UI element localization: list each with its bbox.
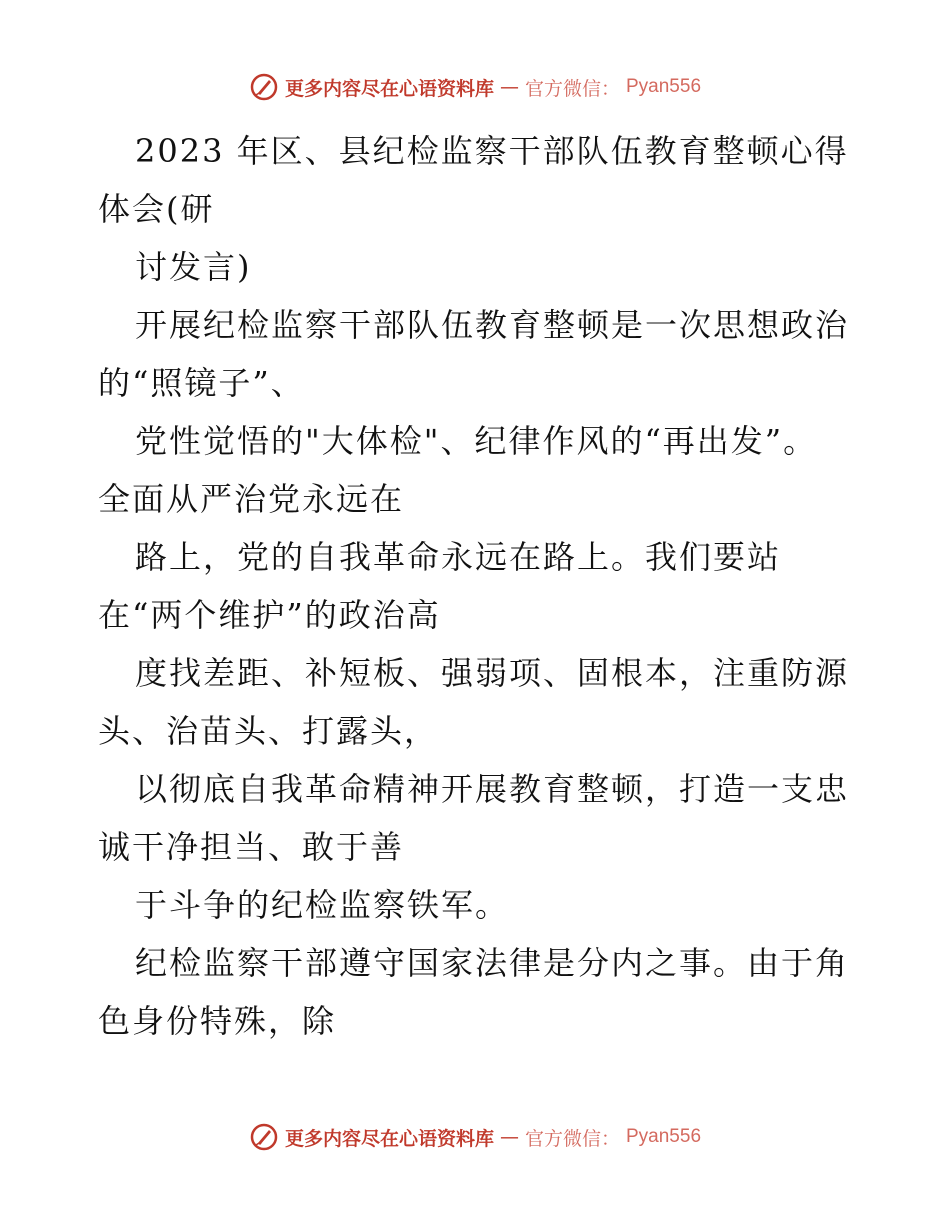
paragraph-line: 色身份特殊，除: [98, 1002, 337, 1040]
document-body: [98, 122, 858, 1050]
paragraph-line: 头、治苗头、打露头，: [98, 712, 439, 750]
watermark-wechat-id: Pyan556: [626, 76, 702, 97]
paragraph-line: 开展纪检监察干部队伍教育整顿是一次思想政治: [135, 306, 850, 344]
paragraph-line: 路上，党的自我革命永远在路上。我们要站: [135, 538, 782, 576]
paragraph-line: 纪检监察干部遵守国家法律是分内之事。由于角: [135, 944, 850, 982]
paragraph-line: 党性觉悟的"大体检"、纪律作风的“再出发”。: [135, 422, 818, 460]
quill-seal-icon: [249, 72, 279, 102]
paragraph-line: 诚干净担当、敢于善: [98, 828, 405, 866]
header-watermark: [0, 72, 950, 102]
title-line-3: 讨发言): [135, 248, 252, 286]
title-line-1: 2023 年区、县纪检监察干部队伍教育整顿心得: [135, 132, 849, 170]
paragraph-line: 度找差距、补短板、强弱项、固根本，注重防源: [135, 654, 850, 692]
paragraph-line: 全面从严治党永远在: [98, 480, 405, 518]
paragraph-line: 的“照镜子”、: [98, 364, 305, 402]
paragraph-line: 在“两个维护”的政治高: [98, 596, 441, 634]
watermark-wechat-id: Pyan556: [626, 1126, 702, 1147]
title-line-2: 体会(研: [98, 190, 215, 228]
footer-watermark: [0, 1122, 950, 1152]
watermark-wechat-label: 官方微信：: [524, 77, 620, 100]
watermark-wechat-label: 官方微信：: [524, 1127, 620, 1150]
watermark-text: 更多内容尽在心语资料库: [284, 77, 494, 100]
watermark-separator: —: [499, 1126, 519, 1148]
watermark-text: 更多内容尽在心语资料库: [284, 1127, 494, 1150]
paragraph-line: 以彻底自我革命精神开展教育整顿，打造一支忠: [135, 770, 850, 808]
paragraph-line: 于斗争的纪检监察铁军。: [135, 886, 510, 924]
quill-seal-icon: [249, 1122, 279, 1152]
watermark-separator: —: [499, 76, 519, 98]
